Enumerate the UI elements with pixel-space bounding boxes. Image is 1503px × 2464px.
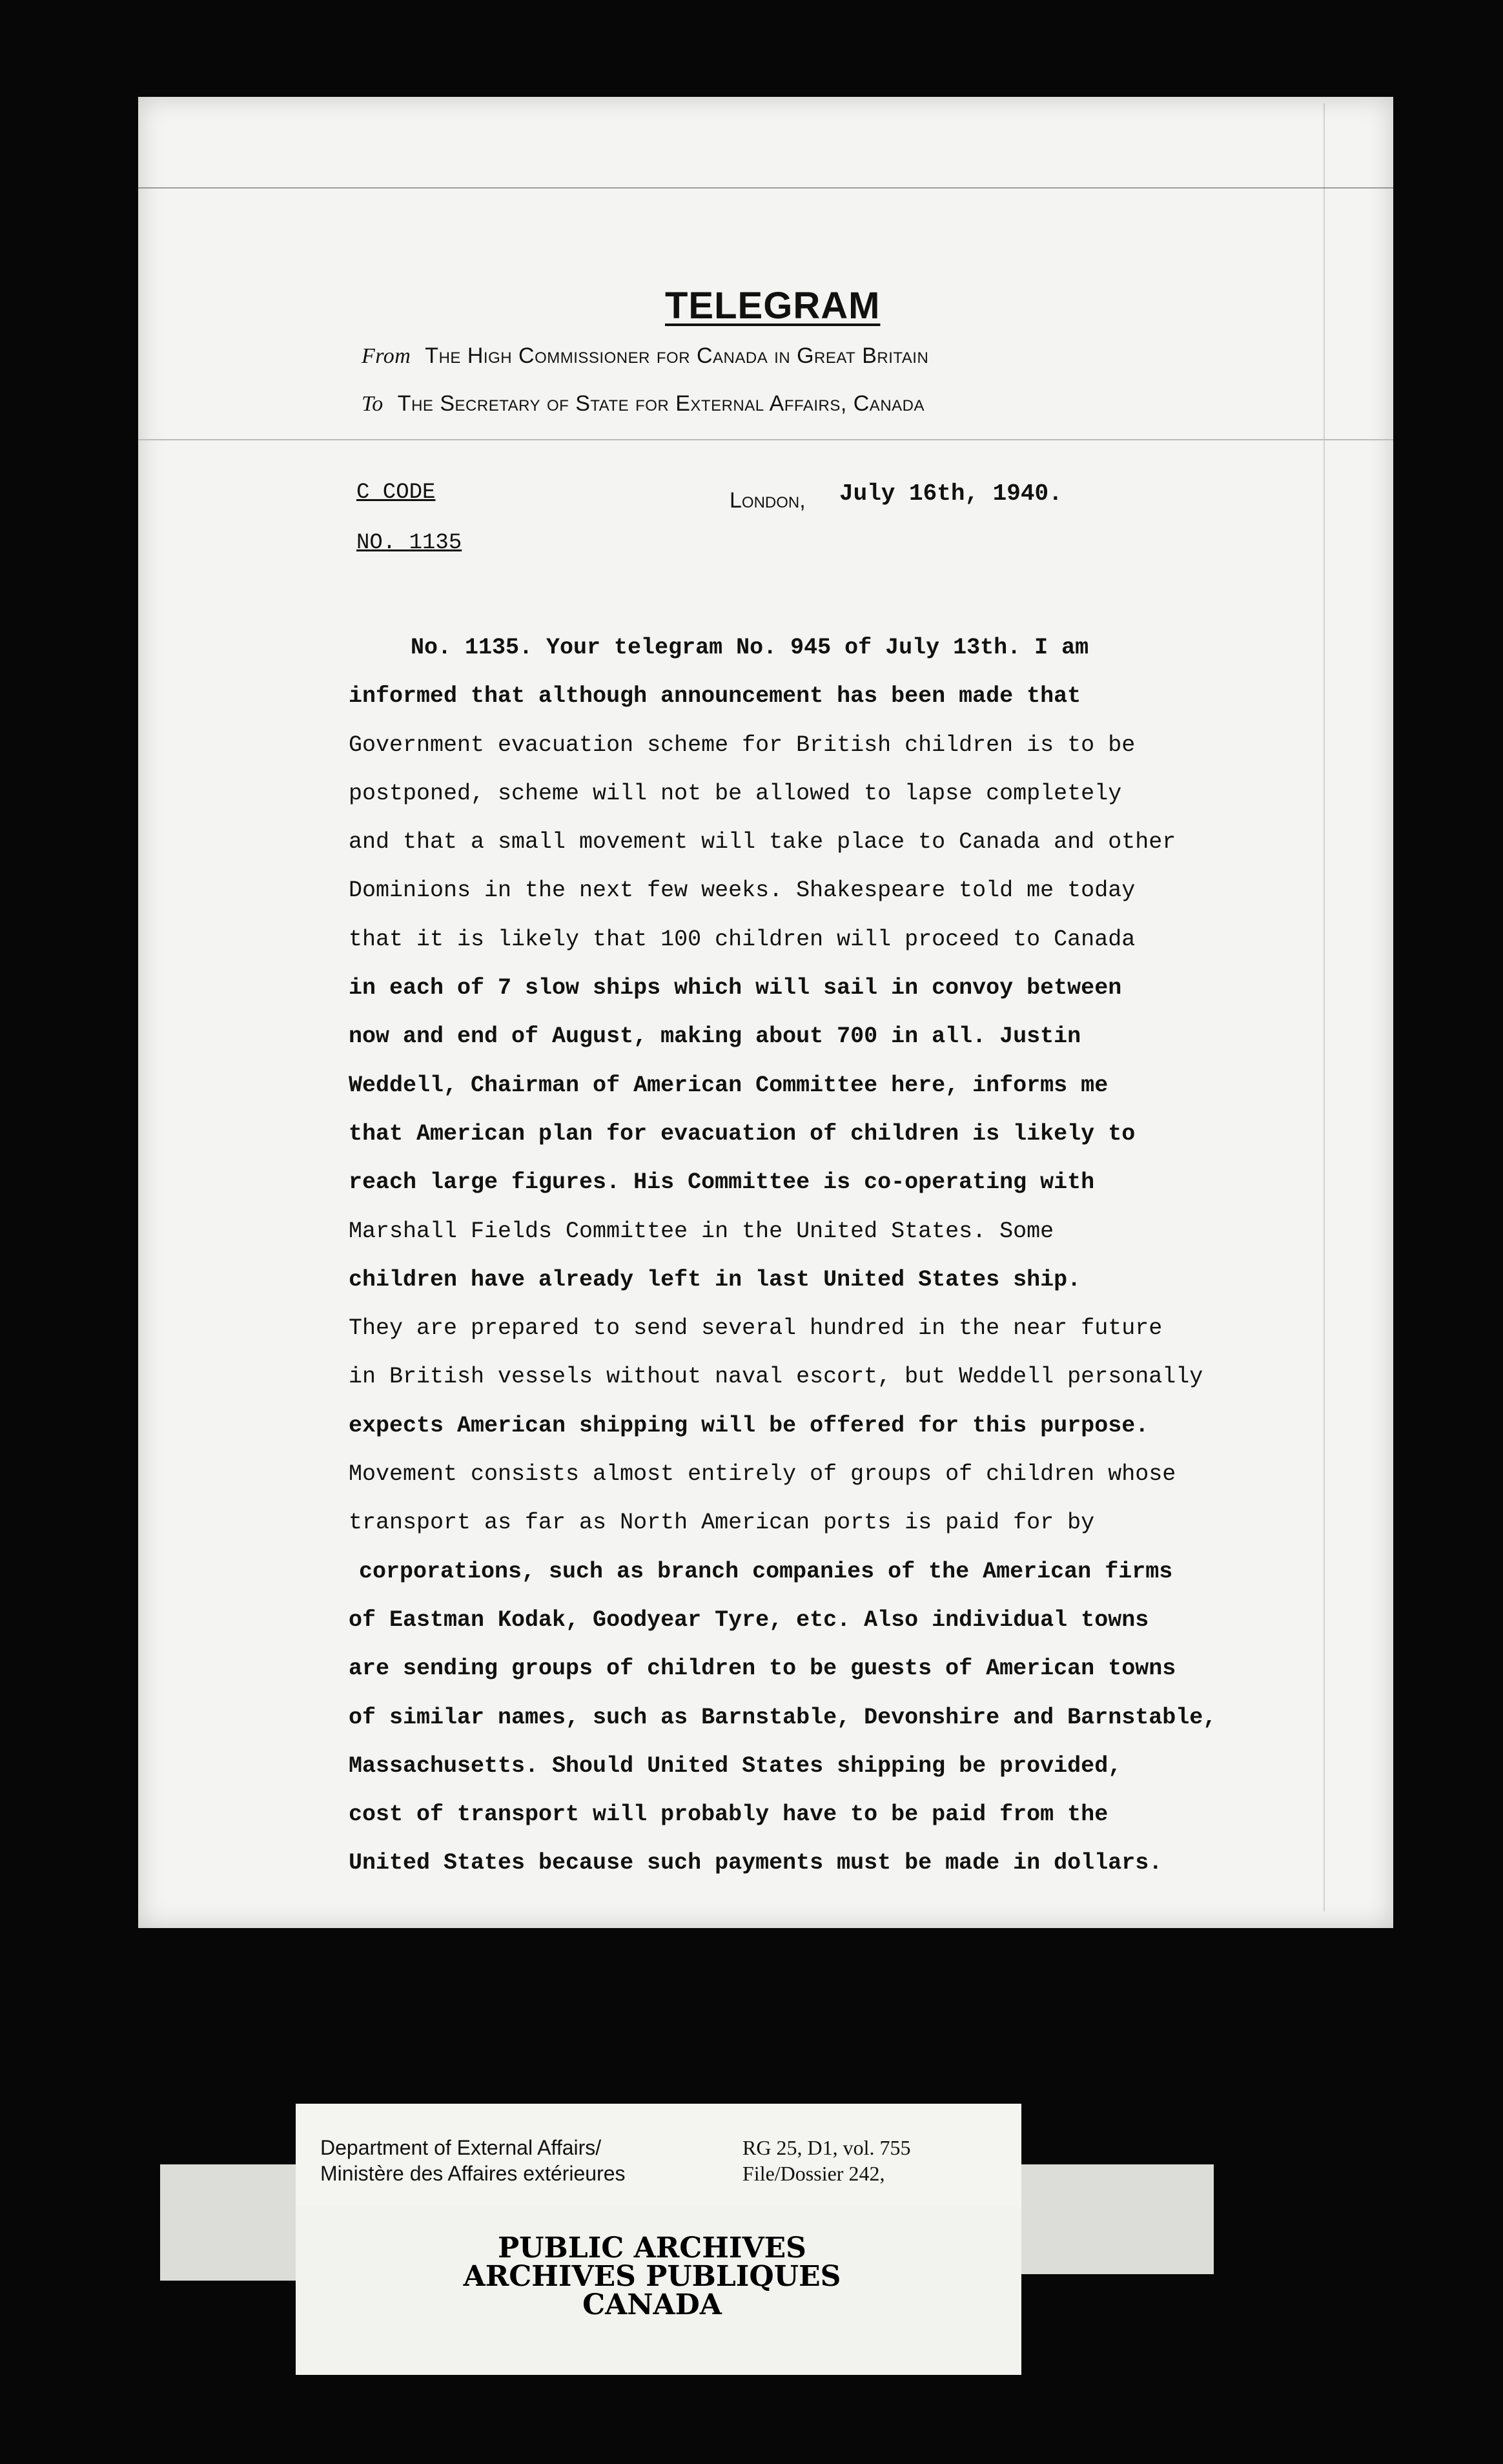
cipher-code: C CODE — [356, 480, 436, 505]
department-name-en: Department of External Affairs/ — [320, 2136, 602, 2159]
from-label: From — [362, 344, 411, 368]
sender-text: The High Commissioner for Canada in Great Britain — [425, 344, 929, 368]
telegram-number: NO. 1135 — [356, 531, 462, 555]
body-line: Marshall Fields Committee in the United States. Some — [349, 1218, 1054, 1244]
archives-stamp-country: CANADA — [582, 2288, 722, 2321]
body-line: They are prepared to send several hundred in the near future — [349, 1315, 1163, 1342]
recipient-line — [362, 391, 925, 416]
body-line: of Eastman Kodak, Goodyear Tyre, etc. Also individual towns — [349, 1607, 1149, 1633]
body-line: transport as far as North American ports is paid for by — [349, 1510, 1095, 1536]
archive-reference — [742, 2135, 910, 2186]
body-line: Weddell, Chairman of American Committee here, informs me — [349, 1072, 1109, 1098]
body-line: expects American shipping will be offered for this purpose. — [349, 1412, 1149, 1439]
body-line: No. 1135. Your telegram No. 945 of July 13th. I am — [411, 635, 1089, 661]
body-line: are sending groups of children to be guests of American towns — [349, 1656, 1176, 1682]
department-name — [320, 2135, 626, 2186]
body-line: children have already left in last United States ship. — [349, 1266, 1081, 1293]
body-line: postponed, scheme will not be allowed to lapse completely — [349, 780, 1122, 806]
body-line: Massachusetts. Should United States shipping be provided, — [349, 1752, 1122, 1779]
body-line: corporations, such as branch companies of the American firms — [359, 1558, 1173, 1585]
body-line: Dominions in the next few weeks. Shakespeare told me today — [349, 878, 1136, 904]
body-line: Movement consists almost entirely of groups of children whose — [349, 1461, 1176, 1488]
place-of-origin: London, — [730, 488, 806, 513]
body-line: that it is likely that 100 children will proceed to Canada — [349, 926, 1136, 952]
scan-artifact — [138, 187, 1393, 189]
body-line: cost of transport will probably have to be paid from the — [349, 1802, 1109, 1828]
header-divider — [138, 439, 1393, 440]
archives-stamp-en: PUBLIC ARCHIVES — [498, 2232, 806, 2264]
body-line: Government evacuation scheme for British children is to be — [349, 732, 1136, 758]
body-line: of similar names, such as Barnstable, Devonshire and Barnstable, — [349, 1704, 1217, 1730]
to-label: To — [362, 392, 383, 416]
body-line: United States because such payments must be made in dollars. — [349, 1850, 1163, 1876]
body-line: and that a small movement will take place to Canada and other — [349, 829, 1176, 856]
department-name-fr: Ministère des Affaires extérieures — [320, 2162, 626, 2185]
footer-tab-left — [160, 2164, 300, 2281]
body-line: in British vessels without naval escort, but Weddell personally — [349, 1364, 1203, 1390]
sender-line — [362, 344, 928, 369]
file-number: File/Dossier 242, — [742, 2162, 885, 2185]
body-line: now and end of August, making about 700 in all. Justin — [349, 1023, 1081, 1050]
archives-stamp — [452, 2234, 852, 2319]
archives-stamp-fr: ARCHIVES PUBLIQUES — [463, 2260, 841, 2293]
record-group: RG 25, D1, vol. 755 — [742, 2136, 911, 2159]
recipient-text: The Secretary of State for External Affairs, Canada — [397, 391, 925, 416]
body-line: that American plan for evacuation of children is likely to — [349, 1120, 1136, 1147]
body-line: informed that although announcement has been made that — [349, 683, 1081, 710]
telegram-date: July 16th, 1940. — [839, 480, 1063, 507]
footer-tab-right — [1017, 2164, 1214, 2274]
body-line: in each of 7 slow ships which will sail in convoy between — [349, 975, 1122, 1001]
body-line: reach large figures. His Committee is co-operating with — [349, 1169, 1095, 1196]
document-title: TELEGRAM — [665, 285, 881, 327]
telegram-body — [349, 624, 1291, 1888]
scan-artifact — [1324, 103, 1325, 1911]
